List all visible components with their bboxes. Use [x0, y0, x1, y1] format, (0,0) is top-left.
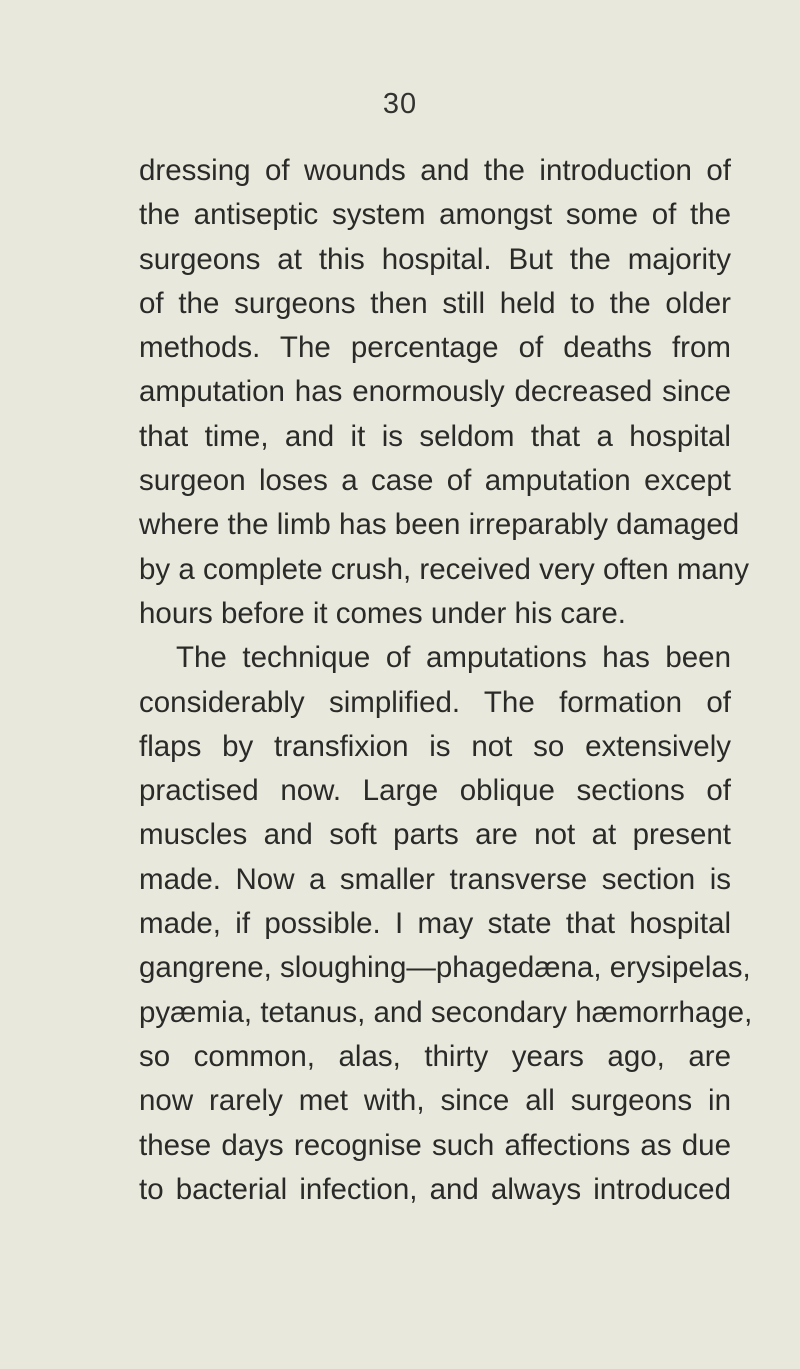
text-line: that time, and it is seldom that a hospital [139, 419, 731, 453]
text-line: gangrene, sloughing—phagedæna, erysipelas, [139, 951, 751, 985]
text-line: these days recognise such affections as due [139, 1128, 731, 1162]
text-line: practised now. Large oblique sections of [139, 774, 731, 808]
text-line: where the limb has been irreparably damaged [139, 508, 740, 542]
text-line: considerably simplified. The formation of [139, 685, 731, 719]
page-number: 30 [382, 88, 418, 120]
text-line: to bacterial infection, and always introduced [139, 1172, 731, 1206]
text-line: made. Now a smaller transverse section is [139, 862, 731, 896]
text-line: made, if possible. I may state that hospital [139, 907, 731, 941]
text-line: amputation has enormously decreased since [139, 375, 731, 409]
text-line: so common, alas, thirty years ago, are [139, 1039, 731, 1073]
text-line: flaps by transfixion is not so extensively [139, 729, 731, 763]
text-line: the antiseptic system amongst some of the [139, 198, 731, 232]
text-line: dressing of wounds and the introduction of [139, 154, 731, 187]
text-line: now rarely met with, since all surgeons in [139, 1084, 731, 1118]
text-line: by a complete crush, received very often many [139, 552, 749, 586]
body-text [139, 149, 753, 1212]
text-line: of the surgeons then still held to the older [139, 286, 731, 320]
text-line: muscles and soft parts are not at present [139, 818, 731, 852]
text-line: The technique of amputations has been [176, 641, 731, 675]
text-line: hours before it comes under his care. [139, 596, 626, 630]
text-line: surgeon loses a case of amputation except [139, 464, 731, 498]
text-line: pyæmia, tetanus, and secondary hæmorrhage, [139, 995, 753, 1029]
text-line: surgeons at this hospital. But the majority [139, 242, 731, 276]
text-line: methods. The percentage of deaths from [139, 331, 731, 365]
